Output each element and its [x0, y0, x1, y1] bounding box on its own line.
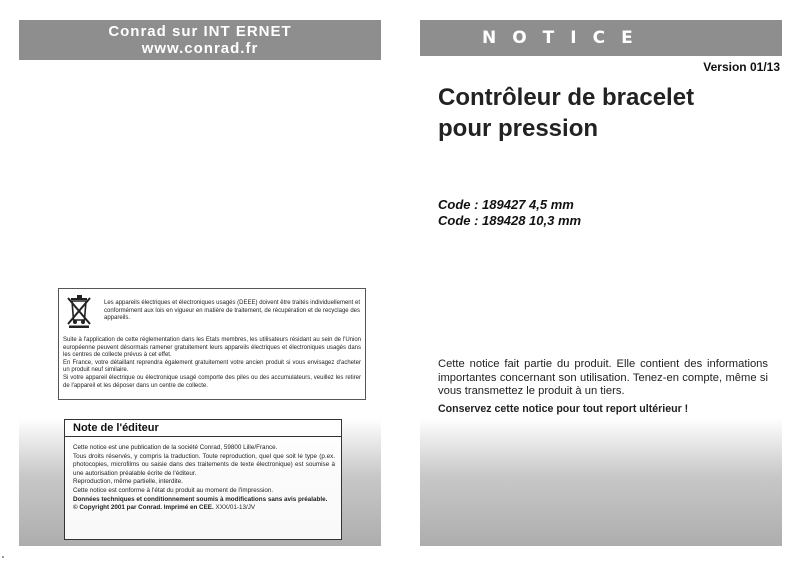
weee-intro-text: Les appareils électriques et électroniques usagés (DEEE) doivent être traités individuellement et conformément aux lois en vigueur en matière de traitement, de récupération et de recyclage des appareils.	[104, 300, 360, 322]
weee-notice-box	[58, 288, 366, 400]
editor-note-box	[64, 419, 342, 540]
weee-paragraph: Suite à l'application de cette réglementation dans les Etats membres, les utilisateurs résidant au sein de l'Union européenne peuvent désormais ramener gratuitement leurs appareils électriques et électroniques usagés dans les centres de collecte prévus à cet effet.	[63, 337, 361, 359]
editor-line: Tous droits réservés, y compris la traduction. Toute reproduction, quel que soit le type (p.ex. photocopies, microfilms ou saisie dans des traitements de texte électronique) est soumise à une autorisation préalable écrite de l'éditeur.	[73, 452, 335, 477]
editor-note-heading: Note de l'éditeur	[73, 422, 159, 434]
weee-body	[63, 337, 361, 390]
editor-line: Cette notice est conforme à l'état du produit au moment de l'impression.	[73, 486, 274, 494]
version-label: Version 01/13	[703, 60, 780, 74]
crossed-out-wheelie-bin-icon	[65, 292, 93, 328]
product-code: Code : 189427 4,5 mm	[438, 197, 574, 212]
right-page	[400, 0, 802, 562]
page-mark	[2, 556, 4, 558]
notice-heading: NOTICE	[482, 28, 649, 48]
banner-website: www.conrad.fr	[141, 40, 259, 57]
left-page	[0, 0, 398, 562]
editor-line-bold: Données techniques et conditionnement soumis à modifications sans avis préalable.	[73, 495, 328, 503]
keep-notice-text: Conservez cette notice pour tout report ultérieur !	[438, 403, 689, 415]
editor-line: Reproduction, même partielle, interdite.	[73, 478, 183, 486]
product-codes	[438, 197, 581, 229]
notice-banner	[420, 20, 782, 56]
product-code: Code : 189428 10,3 mm	[438, 213, 582, 228]
title-line: pour pression	[438, 115, 599, 142]
copyright-line	[73, 504, 335, 513]
banner-line1: Conrad sur INT ERNET	[108, 23, 292, 40]
title-line: Contrôleur de bracelet	[438, 84, 695, 111]
document-code: XXX/01-13/JV	[215, 504, 256, 512]
product-title	[438, 82, 778, 144]
conrad-internet-banner	[19, 20, 381, 60]
copyright-text: © Copyright 2001 par Conrad. Imprimé en CEE.	[73, 504, 214, 512]
weee-paragraph: En France, votre détaillant reprendra également gratuitement votre ancien produit si vous envisagez d'acheter un produit neuf similaire.	[63, 359, 361, 374]
divider	[65, 436, 341, 437]
right-bottom-gradient	[420, 418, 782, 546]
notice-info-text: Cette notice fait partie du produit. Elle contient des informations importantes concernant son utilisation. Tenez-en compte, même si vous transmettez le produit à un tiers.	[438, 358, 768, 397]
weee-paragraph: Si votre appareil électrique ou électronique usagé comporte des piles ou des accumulateurs, veuillez les retirer de l'appareil et les déposer dans un centre de collecte.	[63, 374, 361, 389]
editor-note-body	[73, 444, 335, 513]
editor-line: Cette notice est une publication de la société Conrad, 59800 Lille/France.	[73, 444, 278, 451]
